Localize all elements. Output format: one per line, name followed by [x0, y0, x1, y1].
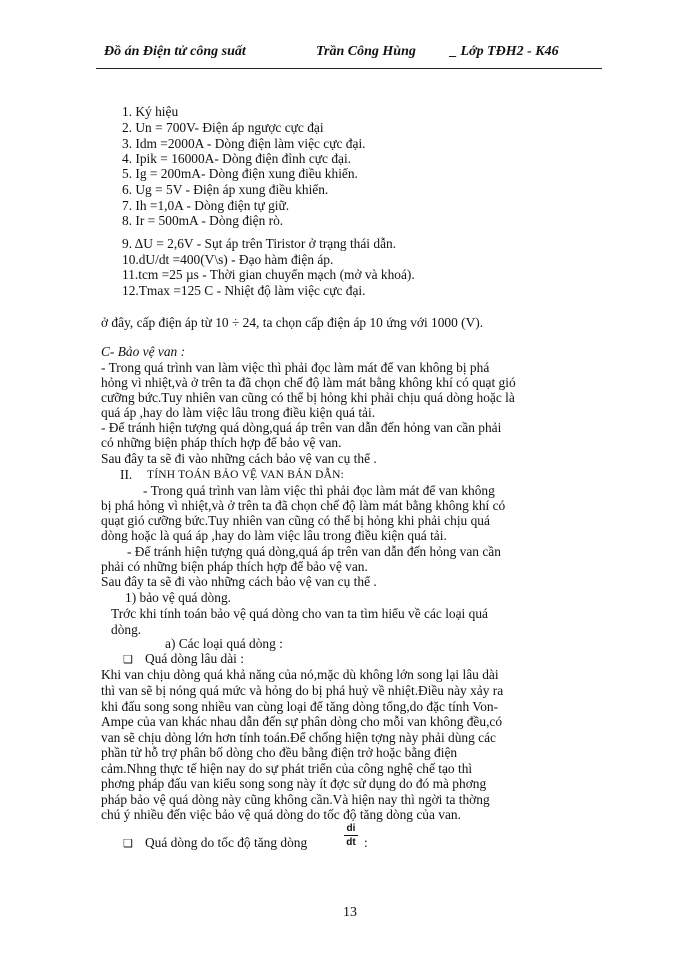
paragraph-line: cưỡng bức.Tuy nhiên van cũng có thể bị hỏng khi phải chịu quá dòng hoặc là [101, 390, 515, 405]
paragraph-line: - Để tránh hiện tượng quá dòng,quá áp trên van dẫn đến hỏng van cần [127, 544, 501, 559]
spec-item: 8. Ir = 500mA - Dòng điện rò. [122, 213, 284, 228]
spec-item: 12.Tmax =125 C - Nhiệt độ làm việc cực đại. [122, 283, 366, 298]
paragraph-line: bị phá hỏng vì nhiệt,và ở trên ta đã chọn chế độ làm mát bằng không khí có [101, 498, 506, 513]
spec-item: 3. Idm =2000A - Dòng điện làm việc cực đại. [122, 136, 366, 151]
spec-item: 2. Un = 700V- Điện áp ngược cực đại [122, 120, 324, 135]
paragraph-line: - Trong quá trình van làm việc thì phải đọc làm mát để van không bị phá [101, 360, 490, 375]
rate-overcurrent-title: Quá dòng do tốc độ tăng dòng [145, 835, 308, 850]
paragraph-line: Ampe của van khác nhau dẫn đến sự phân dòng cho mỗi van không đều,có [101, 714, 503, 729]
paragraph-line: Khi van chịu dòng quá khả năng của nó,mặc dù không lớn song lại lâu dài [101, 667, 499, 682]
paragraph-line: Trớc khi tính toán bảo vệ quá dòng cho van ta tìm hiểu về các loại quá [111, 606, 488, 621]
paragraph-line: khi đấu song song nhiều van cùng loại để tăng dòng tổng,do đặc tính Von- [101, 699, 499, 714]
voltage-note: ở đây, cấp điện áp từ 10 ÷ 24, ta chọn cấp điện áp 10 ứng với 1000 (V). [101, 315, 484, 330]
paragraph-line: phơng pháp đấu van kiểu song song này ít đợc sử dụng do đó mà phơng [101, 776, 487, 791]
paragraph-line: hỏng vì nhiệt,và ở trên ta đã chọn chế độ làm mát bằng không khí có quạt gió [101, 375, 516, 390]
paragraph-line: quá áp ,hay do làm việc lâu trong điều kiện quá tải. [101, 405, 376, 420]
header-author: Trần Công Hùng [316, 44, 416, 59]
spec-item: 1. Ký hiệu [122, 104, 179, 119]
paragraph-line: cảm.Nhng thực tế hiện nay do sự phát triển của công nghệ chế tạo thì [101, 761, 473, 776]
paragraph-line: pháp bảo vệ quá dòng này cũng không cần.Và hiện nay thì ngời ta thờng [101, 792, 490, 807]
spec-item: 11.tcm =25 µs - Thời gian chuyển mạch (mở và khoá). [122, 267, 415, 282]
paragraph-line: phải có những biện pháp thích hợp để bảo vệ van. [101, 559, 368, 574]
page-header [98, 44, 598, 64]
di-dt-fraction [344, 823, 358, 848]
fraction-denominator: dt [346, 837, 356, 848]
paragraph-line: có những biện pháp thích hợp để bảo vệ van. [101, 435, 342, 450]
rate-overcurrent-colon: : [364, 835, 368, 850]
square-bullet-icon: ❑ [123, 654, 133, 666]
fraction-bar [344, 835, 358, 836]
square-bullet-icon: ❑ [123, 838, 133, 850]
header-divider [96, 68, 602, 69]
spec-item: 7. Ih =1,0A - Dòng điện tự giữ. [122, 198, 290, 213]
section-ii-title: TÍNH TOÁN BẢO VỆ VAN BÁN DẪN: [147, 469, 345, 481]
paragraph-line: dòng. [111, 622, 142, 637]
paragraph-line: Sau đây ta sẽ đi vào những cách bảo vệ van cụ thể . [101, 574, 377, 589]
spec-item: 10.dU/dt =400(V\s) - Đạo hàm điện áp. [122, 252, 334, 267]
paragraph-line: quạt gió cưỡng bức.Tuy nhiên van cũng có thể bị hỏng khi phải chịu quá [101, 513, 490, 528]
paragraph-line: - Để tránh hiện tượng quá dòng,quá áp trên van dẫn đến hỏng van cần phải [101, 420, 502, 435]
long-overcurrent-title: Quá dòng lâu dài : [145, 651, 244, 666]
page-number: 13 [343, 905, 357, 920]
spec-item: 4. Ipik = 16000A- Dòng điện đỉnh cực đại. [122, 151, 352, 166]
paragraph-line: dòng hoặc là quá áp ,hay do làm việc lâu trong điều kiện quá tải. [101, 528, 447, 543]
subsection-title: 1) bảo vệ quá dòng. [125, 590, 231, 605]
spec-item: 6. Ug = 5V - Điện áp xung điều khiển. [122, 182, 329, 197]
paragraph-line: - Trong quá trình van làm việc thì phải đọc làm mát để van không [143, 483, 495, 498]
paragraph-line: thì van sẽ bị nóng quá mức và hỏng do bị phá huỷ về nhiệt.Điều này xảy ra [101, 683, 504, 698]
paragraph-line: phần tử hỗ trợ phân bố dòng cho đều bằng điện trở hoặc bằng điện [101, 745, 458, 760]
header-class: _ Lớp TĐH2 - K46 [450, 44, 559, 59]
paragraph-line: Sau đây ta sẽ đi vào những cách bảo vệ van cụ thể . [101, 451, 377, 466]
subsection-a-title: a) Các loại quá dòng : [165, 636, 283, 651]
header-course-title: Đồ án Điện tử công suất [104, 44, 246, 59]
paragraph-line: chú ý nhiều đến việc bảo vệ quá dòng do tốc độ tăng dòng của van. [101, 807, 461, 822]
paragraph-line: van sẽ chịu dòng lớn hơn tính toán.Để chống hiện tợng này phải dùng các [101, 730, 496, 745]
spec-item: 9. ΔU = 2,6V - Sụt áp trên Tiristor ở trạng thái dẫn. [122, 236, 397, 251]
section-ii-numeral: II. [120, 467, 133, 482]
fraction-numerator: di [346, 823, 356, 834]
spec-item: 5. Ig = 200mA- Dòng điện xung điều khiển. [122, 166, 358, 181]
section-c-title: C- Bảo vệ van : [101, 344, 186, 359]
